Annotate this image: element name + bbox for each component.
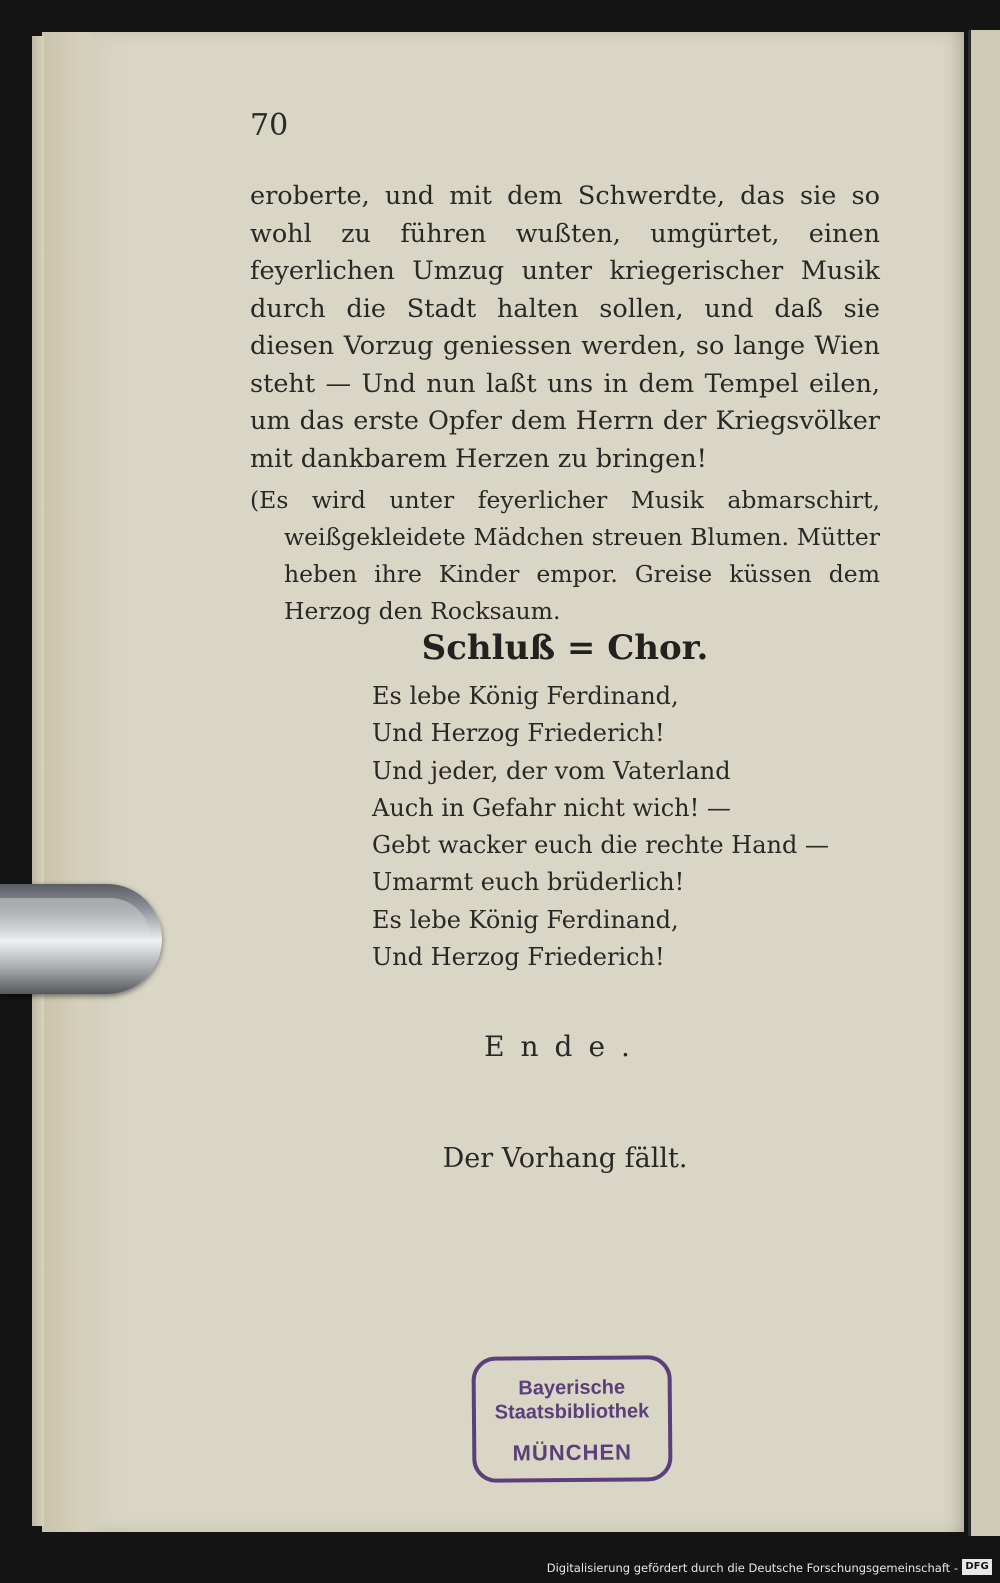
verse-line: Und Herzog Friederich!: [372, 943, 665, 972]
curtain-note: Der Vorhang fällt.: [442, 1143, 688, 1174]
library-stamp: [471, 1355, 672, 1483]
verse-block: [372, 678, 829, 976]
prose-paragraph: eroberte, und mit dem Schwerdte, das sie so wohl zu führen wußten, umgürtet, einen feyerlichen Umzug unter kriegerischer Musik durch die Stadt halten sollen, und daß sie diesen Vorzug geniessen werden, so lange Wien steht — Und nun laßt uns in dem Tempel eilen, um das erste Opfer dem Herrn der Kriegsvölker mit dankbarem Herzen zu bringen!: [250, 181, 880, 474]
stamp-line: Staatsbibliothek: [494, 1400, 650, 1424]
verse-line: Umarmt euch brüderlich!: [372, 868, 685, 897]
verse-line: Gebt wacker euch die rechte Hand —: [372, 831, 829, 860]
page-holder-clip: [0, 884, 162, 994]
end-marker: Ende.: [484, 1030, 646, 1063]
chorus-title: Schluß = Chor.: [421, 628, 709, 668]
dfg-logo-icon: DFG: [962, 1559, 992, 1575]
verse-line: Es lebe König Ferdinand,: [372, 905, 679, 934]
adjacent-page-edge: [968, 30, 1000, 1536]
digitization-credit: Digitalisierung gefördert durch die Deutsche Forschungsgemeinschaft -: [546, 1561, 958, 1575]
verse-line: Es lebe König Ferdinand,: [372, 682, 679, 710]
page-number: 70: [250, 108, 289, 143]
stamp-line: Bayerische: [518, 1376, 626, 1400]
stamp-line: MÜNCHEN: [512, 1439, 633, 1466]
page-gutter: [42, 32, 112, 1532]
verse-line: Auch in Gefahr nicht wich! —: [372, 793, 731, 822]
verse-line: Und jeder, der vom Vaterland: [372, 756, 731, 785]
stage-direction: (Es wird unter feyerlicher Musik abmarschirt, weißgekleidete Mädchen streuen Blumen. Mütter heben ihre Kinder empor. Greise küssen dem Herzog den Rocksaum.: [250, 486, 880, 625]
clip-highlight: [0, 898, 150, 978]
verse-line: Und Herzog Friederich!: [372, 719, 665, 748]
book-edge: [32, 36, 44, 1526]
